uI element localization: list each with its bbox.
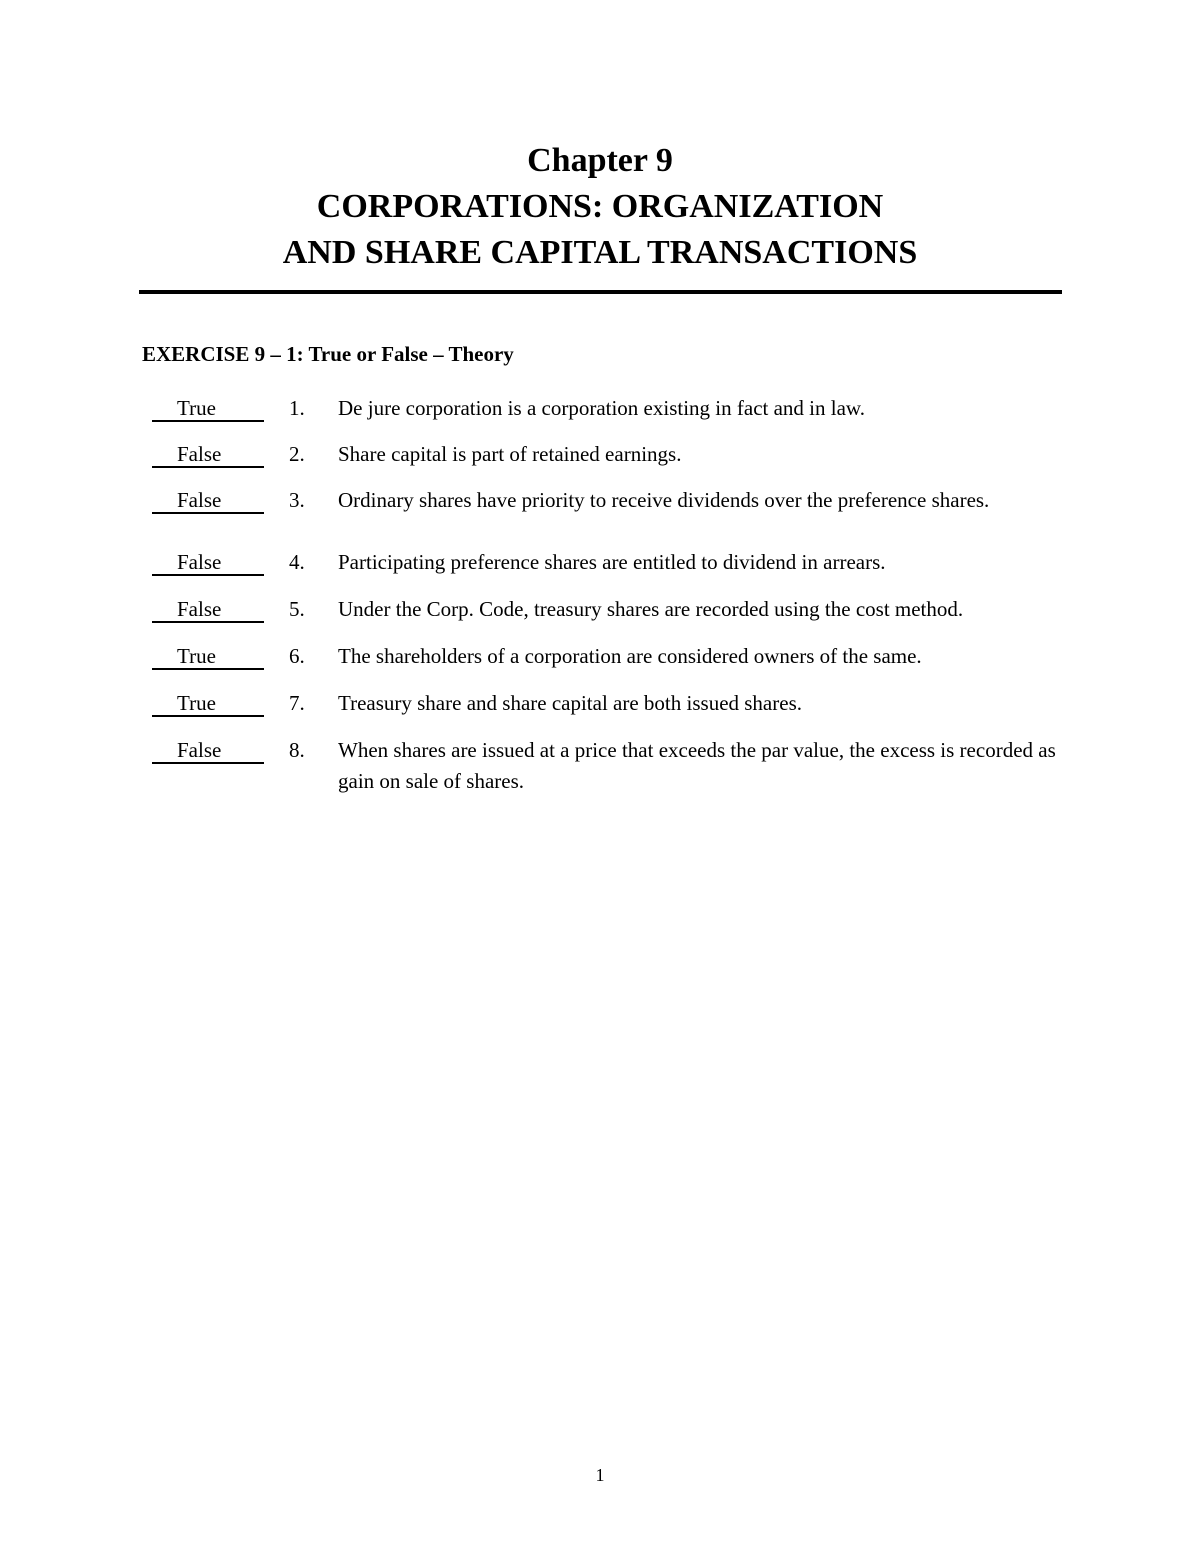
chapter-heading: [0, 138, 1200, 276]
item-number: 1.: [289, 396, 305, 420]
answer-blank: [152, 550, 264, 576]
item-number: 7.: [289, 691, 305, 715]
answer-text: True: [177, 691, 216, 715]
answer-text: False: [177, 488, 222, 512]
item-number: 4.: [289, 550, 305, 574]
exercise-title: EXERCISE 9 – 1: True or False – Theory: [142, 342, 514, 366]
page-number: 1: [595, 1465, 605, 1485]
chapter-title-line-2: AND SHARE CAPITAL TRANSACTIONS: [282, 234, 918, 271]
answer-blank: [152, 597, 264, 623]
item-statement: Treasury share and share capital are both issued shares.: [338, 691, 802, 715]
answer-text: False: [177, 442, 222, 466]
item-statement: Under the Corp. Code, treasury shares are recorded using the cost method.: [338, 597, 964, 621]
answer-blank: [152, 442, 264, 468]
item-number: 8.: [289, 738, 305, 762]
item-statement: De jure corporation is a corporation existing in fact and in law.: [338, 396, 865, 420]
item-number: 2.: [289, 442, 305, 466]
item-statement: The shareholders of a corporation are considered owners of the same.: [338, 644, 922, 668]
heading-divider: [139, 290, 1062, 294]
answer-text: True: [177, 396, 216, 420]
answer-blank: [152, 644, 264, 670]
item-statement: Ordinary shares have priority to receive dividends over the preference shares.: [338, 488, 990, 512]
item-number: 5.: [289, 597, 305, 621]
item-statement: When shares are issued at a price that exceeds the par value, the excess is recorded as gain on sale of shares.: [338, 738, 1056, 793]
answer-blank: [152, 738, 264, 764]
answer-blank: [152, 691, 264, 717]
item-statement: Share capital is part of retained earnings.: [338, 442, 682, 466]
item-number: 6.: [289, 644, 305, 668]
chapter-number: Chapter 9: [527, 142, 673, 179]
chapter-title-line-1: CORPORATIONS: ORGANIZATION: [316, 188, 884, 225]
item-statement: Participating preference shares are entitled to dividend in arrears.: [338, 550, 886, 574]
answer-text: False: [177, 597, 222, 621]
item-number: 3.: [289, 488, 305, 512]
answer-blank: [152, 396, 264, 422]
answer-blank: [152, 488, 264, 514]
answer-text: False: [177, 550, 222, 574]
answer-text: False: [177, 738, 222, 762]
answer-text: True: [177, 644, 216, 668]
